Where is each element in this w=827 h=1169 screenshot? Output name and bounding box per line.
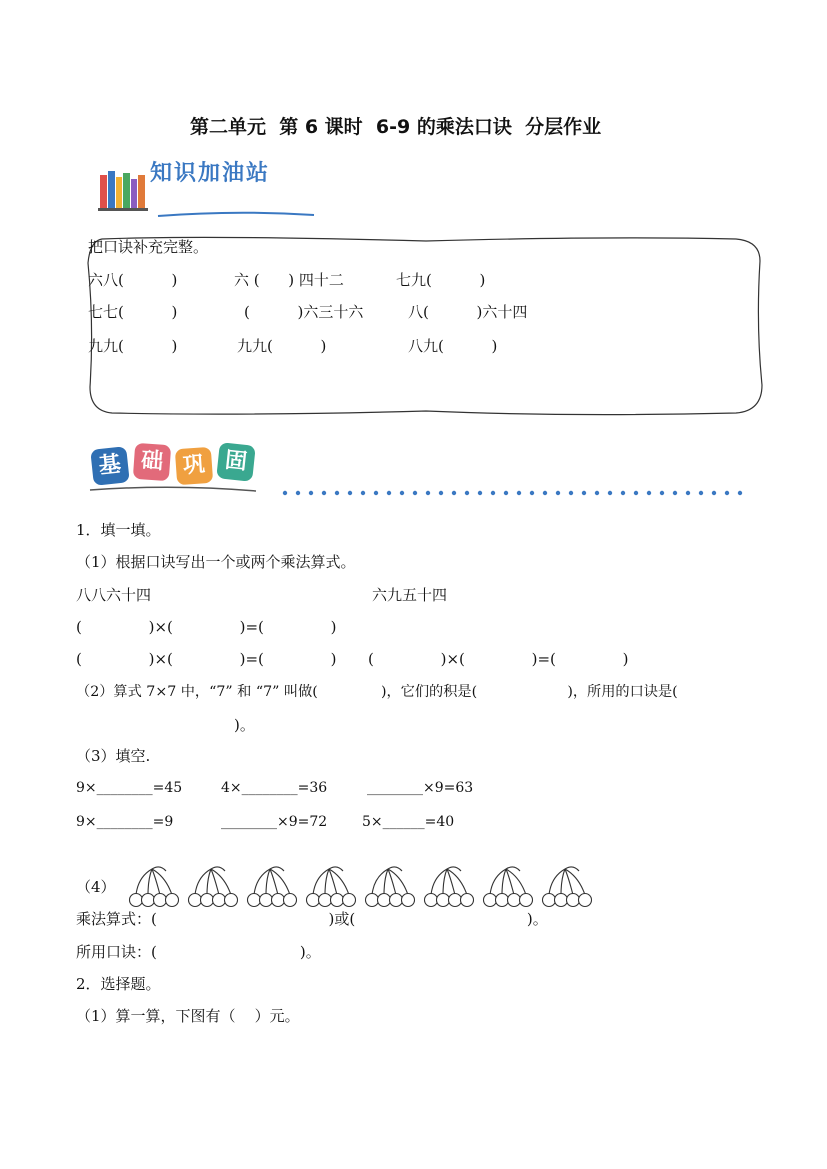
q1-rhyme-line: 所用口诀：( )。 (76, 943, 321, 961)
q1-sub3-r1-c2: 4×________=36 (221, 780, 328, 796)
q1-sub3-label: （3）填空. (76, 747, 151, 765)
q1-heading: 1．填一填。 (76, 521, 161, 539)
q1-sub3-r1-c1: 9×________=45 (76, 780, 183, 796)
knowledge-row1-c2: 六 ( ) 四十二 (234, 271, 344, 289)
cherry-groups (116, 846, 596, 890)
cherry-group (248, 867, 297, 907)
cherry-group (366, 867, 415, 907)
cherry-group (484, 867, 533, 907)
cherry-group (425, 867, 474, 907)
knowledge-row1-c1: 六八( ) (88, 271, 178, 289)
q1-sub4-label: （4） (76, 878, 116, 896)
q1-sub3-r1-c3: ________×9=63 (367, 780, 474, 796)
page-title: 第二单元 第 6 课时 6-9 的乘法口诀 分层作业 (190, 116, 602, 138)
banner-swoosh (146, 184, 306, 192)
basic-banner (88, 440, 268, 496)
cherry-group (543, 867, 592, 907)
knowledge-row1-c3: 七九( ) (396, 271, 486, 289)
knowledge-row2-c2: ( )六三十六 (244, 303, 364, 321)
q2-sub1: （1）算一算，下图有（ ）元。 (76, 1007, 300, 1025)
knowledge-row3-c1: 九九( ) (88, 337, 178, 355)
cherry-group (307, 867, 356, 907)
knowledge-row2-c1: 七七( ) (88, 303, 178, 321)
q1-sub3-r2-c1: 9×________=9 (76, 814, 174, 830)
q1-formula-line: 乘法算式：( )或( )。 (76, 910, 548, 928)
basic-banner-char-2: 础 (133, 443, 171, 481)
q1-sub1-line2b: ( )×( )=( ) (368, 650, 629, 668)
q2-heading: 2．选择题。 (76, 975, 161, 993)
q1-sub1-line1: ( )×( )=( ) (76, 618, 337, 636)
q1-sub3-r2-c2: ________×9=72 (221, 814, 328, 830)
knowledge-row2-c3: 八( )六十四 (408, 303, 528, 321)
basic-banner-char-4: 固 (216, 442, 256, 482)
q1-sub1-left-rhyme: 八八六十四 (76, 586, 152, 604)
knowledge-row3-c2: 九九( ) (237, 337, 327, 355)
knowledge-instruction: 把口诀补充完整。 (88, 238, 209, 256)
dotted-divider (272, 462, 742, 468)
q1-sub2-line1: （2）算式 7×7 中，“7” 和 “7” 叫做( )，它们的积是( )，所用的口诀是( (76, 684, 678, 700)
books-icon (88, 150, 144, 192)
q1-sub1-right-rhyme: 六九五十四 (372, 586, 448, 604)
cherry-group (130, 867, 179, 907)
cherry-group (189, 867, 238, 907)
knowledge-row3-c3: 八九( ) (408, 337, 498, 355)
q1-sub2-line2: )。 (234, 716, 255, 734)
knowledge-banner-title: 知识加油站 (150, 161, 271, 186)
q1-sub1-label: （1）根据口诀写出一个或两个乘法算式。 (76, 553, 356, 571)
basic-banner-char-3: 巩 (175, 447, 213, 485)
q1-sub3-r2-c3: 5×______=40 (362, 814, 455, 830)
q1-sub1-line2a: ( )×( )=( ) (76, 650, 337, 668)
basic-banner-char-1: 基 (90, 446, 130, 486)
